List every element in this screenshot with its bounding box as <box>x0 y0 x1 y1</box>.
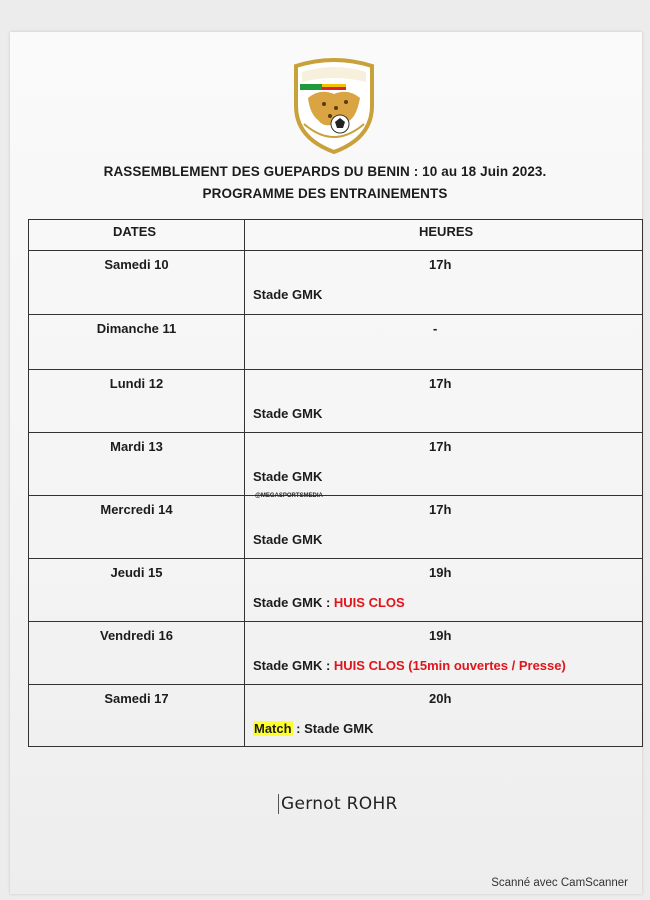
venue-label: Stade GMK <box>253 406 323 421</box>
venue-label: Match : Stade GMK <box>254 721 374 736</box>
venue-label: Stade GMK <box>253 287 323 302</box>
hour-value: 17h <box>429 257 452 272</box>
hour-cell <box>245 370 643 433</box>
table-row <box>29 496 643 559</box>
hour-cell <box>245 315 643 370</box>
hour-cell <box>245 622 643 685</box>
match-highlight: Match <box>254 721 292 736</box>
venue-label: Stade GMK : HUIS CLOS (15min ouvertes / Presse) <box>253 658 566 673</box>
date-cell <box>29 622 245 685</box>
date-cell <box>29 685 245 747</box>
date-cell <box>29 370 245 433</box>
table-row <box>29 622 643 685</box>
table-row <box>29 433 643 496</box>
header-hours: HEURES <box>245 220 643 251</box>
day-label: Vendredi 16 <box>100 628 173 643</box>
hour-cell <box>245 685 643 747</box>
watermark-text: @MEGASPORTSMEDIA <box>255 493 323 499</box>
date-cell <box>29 251 245 315</box>
federation-logo <box>290 58 378 154</box>
table-header-row <box>29 220 643 251</box>
table-row <box>29 315 643 370</box>
table-row <box>29 685 643 747</box>
hour-cell <box>245 559 643 622</box>
date-cell <box>29 559 245 622</box>
table-row <box>29 370 643 433</box>
day-label: Dimanche 11 <box>96 321 177 336</box>
hour-value: - <box>433 321 438 336</box>
day-label: Jeudi 15 <box>110 565 163 580</box>
hour-cell <box>245 251 643 315</box>
closed-door-note: HUIS CLOS (15min ouvertes / Presse) <box>333 658 566 673</box>
venue-label: Stade GMK : HUIS CLOS <box>253 595 405 610</box>
hour-value: 20h <box>429 691 452 706</box>
day-label: Lundi 12 <box>109 376 164 391</box>
hour-value: 19h <box>429 565 452 580</box>
signature: Gernot ROHR <box>278 794 398 814</box>
venue-label: Stade GMK <box>253 532 323 547</box>
document-subtitle: PROGRAMME DES ENTRAINEMENTS <box>202 186 448 201</box>
date-cell <box>29 315 245 370</box>
day-label: Samedi 10 <box>104 257 169 272</box>
table-row <box>29 559 643 622</box>
hour-value: 17h <box>429 502 452 517</box>
scanner-footer: Scanné avec CamScanner <box>491 877 628 889</box>
hour-cell <box>245 496 643 559</box>
day-label: Samedi 17 <box>104 691 169 706</box>
table-row <box>29 251 643 315</box>
closed-door-note: HUIS CLOS <box>333 595 405 610</box>
hour-value: 17h <box>429 376 452 391</box>
date-cell <box>29 433 245 496</box>
hour-value: 19h <box>429 628 452 643</box>
header-dates: DATES <box>29 220 245 251</box>
day-label: Mercredi 14 <box>100 502 173 517</box>
document-title: RASSEMBLEMENT DES GUEPARDS DU BENIN : 10 au 18 Juin 2023. <box>103 164 547 179</box>
hour-cell <box>245 433 643 499</box>
day-label: Mardi 13 <box>110 439 163 454</box>
date-cell <box>29 496 245 559</box>
hour-value: 17h <box>429 439 452 454</box>
training-schedule-table <box>28 219 643 747</box>
venue-label: Stade GMK <box>253 469 323 484</box>
